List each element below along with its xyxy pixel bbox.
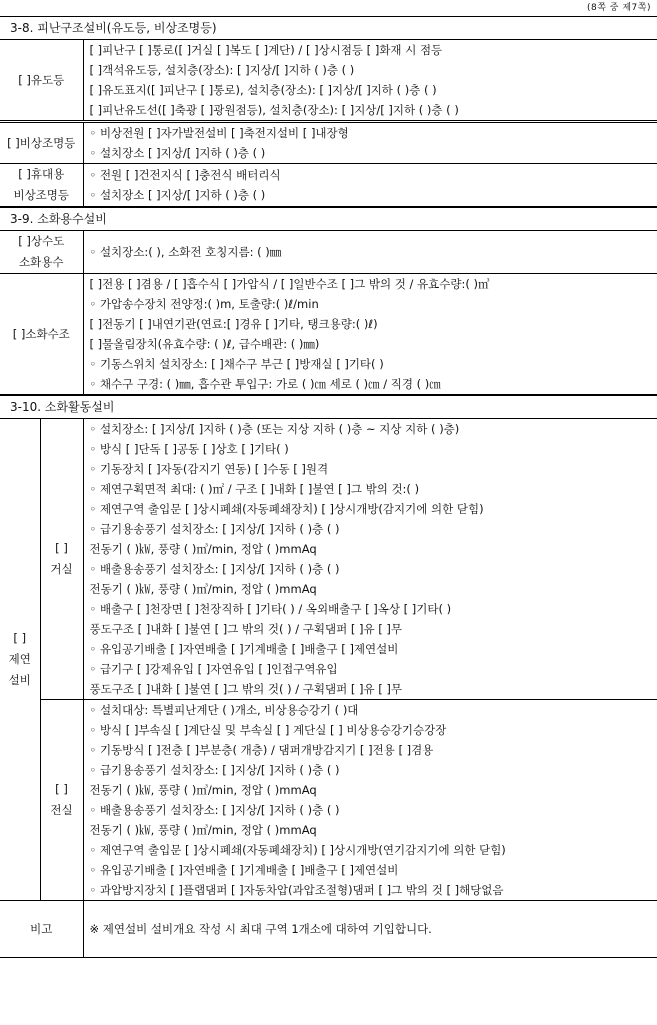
exit-light-line-4[interactable]: [ ]피난유도선([ ]축광 [ ]광원점등), 설치층(장소): [ ]지상/[ ]지하 ( )층 ( )	[89, 103, 459, 117]
portable-light-line-2[interactable]: ◦ 설치장소 [ ]지상/[ ]지하 ( )층 ( )	[89, 188, 266, 202]
section-title-3-9: 3-9. 소화용수설비	[0, 207, 657, 230]
room-line-7[interactable]: 전동기 ( )㎾, 풍량 ( )㎥/min, 정압 ( )mmAq	[89, 542, 317, 556]
exit-light-label: [ ]유도등	[0, 40, 83, 122]
fire-fighting-table	[0, 418, 657, 958]
page-number: (8쪽 중 제7쪽)	[587, 3, 651, 13]
water-supply-table	[0, 230, 657, 395]
smoke-control-label-2: 제연	[8, 652, 31, 666]
room-label-1: [ ]	[55, 541, 68, 555]
vestibule-label-1: [ ]	[55, 782, 68, 796]
room-label	[40, 419, 83, 700]
portable-light-label-2: 비상조명등	[13, 188, 70, 202]
vestibule-line-6[interactable]: ◦ 배출용송풍기 설치장소: [ ]지상/[ ]지하 ( )층 ( )	[89, 803, 340, 817]
exit-light-line-3[interactable]: [ ]유도표지([ ]피난구 [ ]통로), 설치층(장소): [ ]지상/[ ]지하 ( )층 ( )	[89, 83, 437, 97]
remarks-text: ※ 제연설비 설비개요 작성 시 최대 구역 1개소에 대하여 기입합니다.	[89, 922, 432, 936]
hydrant-row	[0, 231, 657, 274]
portable-light-row	[0, 164, 657, 207]
vestibule-line-5[interactable]: 전동기 ( )㎾, 풍량 ( )㎥/min, 정압 ( )mmAq	[89, 783, 317, 797]
smoke-control-label	[0, 419, 40, 901]
section-title-3-8: 3-8. 피난구조설비(유도등, 비상조명등)	[0, 16, 657, 39]
vestibule-line-10[interactable]: ◦ 과압방지장치 [ ]플랩댐퍼 [ ]자동차압(과압조절형)댐퍼 [ ]그 밖의 것 [ ]해당없음	[89, 883, 504, 897]
portable-light-label	[0, 164, 83, 207]
tank-label: [ ]소화수조	[0, 274, 83, 395]
tank-row	[0, 274, 657, 395]
hydrant-line[interactable]: ◦ 설치장소:( ), 소화전 호칭지름: ( )㎜	[89, 245, 282, 259]
portable-light-label-1: [ ]휴대용	[18, 167, 65, 181]
exit-light-line-1[interactable]: [ ]피난구 [ ]통로([ ]거실 [ ]복도 [ ]계단) / [ ]상시점등 [ ]화재 시 점등	[89, 43, 443, 57]
tank-line-4[interactable]: [ ]물올림장치(유효수량: ( )ℓ, 급수배관: ( )㎜)	[89, 337, 320, 351]
vestibule-label	[40, 700, 83, 901]
room-label-2: 거실	[50, 562, 73, 576]
tank-line-2[interactable]: ◦ 가압송수장치 전양정:( )m, 토출량:( )ℓ/min	[89, 297, 319, 311]
vestibule-content	[83, 700, 657, 901]
tank-line-6[interactable]: ◦ 채수구 구경: ( )㎜, 흡수관 투입구: 가로 ( )㎝ 세로 ( )㎝ / 직경 ( )㎝	[89, 377, 441, 391]
tank-line-3[interactable]: [ ]전동기 [ ]내연기관(연료:[ ]경유 [ ]기타, 탱크용량:( )ℓ)	[89, 317, 378, 331]
portable-light-line-1[interactable]: ◦ 전원 [ ]건전지식 [ ]충전식 배터리식	[89, 168, 281, 182]
room-row	[0, 419, 657, 700]
vestibule-line-7[interactable]: 전동기 ( )㎾, 풍량 ( )㎥/min, 정압 ( )mmAq	[89, 823, 317, 837]
room-line-14[interactable]: 풍도구조 [ ]내화 [ ]불연 [ ]그 밖의 것( ) / 구획댐퍼 [ ]유 [ ]무	[89, 682, 403, 696]
evacuation-table	[0, 39, 657, 207]
exit-light-row	[0, 40, 657, 122]
room-line-11[interactable]: 풍도구조 [ ]내화 [ ]불연 [ ]그 밖의 것( ) / 구획댐퍼 [ ]유 [ ]무	[89, 622, 403, 636]
vestibule-line-1[interactable]: ◦ 설치대상: 특별피난계단 ( )개소, 비상용승강기 ( )대	[89, 703, 359, 717]
room-line-12[interactable]: ◦ 유입공기배출 [ ]자연배출 [ ]기계배출 [ ]배출구 [ ]제연설비	[89, 642, 399, 656]
vestibule-row	[0, 700, 657, 901]
hydrant-label-1: [ ]상수도	[18, 234, 65, 248]
form-document	[0, 16, 657, 958]
room-line-5[interactable]: ◦ 제연구역 출입문 [ ]상시폐쇄(자동폐쇄장치) [ ]상시개방(감지기에 의한 닫힘)	[89, 502, 484, 516]
hydrant-label	[0, 231, 83, 274]
vestibule-line-8[interactable]: ◦ 제연구역 출입문 [ ]상시폐쇄(자동폐쇄장치) [ ]상시개방(연기감지기에 의한 닫힘)	[89, 843, 506, 857]
tank-line-1[interactable]: [ ]전용 [ ]겸용 / [ ]흡수식 [ ]가압식 / [ ]일반수조 [ ]그 밖의 것 / 유효수량:( )㎥	[89, 277, 490, 291]
emergency-light-line-1[interactable]: ◦ 비상전원 [ ]자가발전설비 [ ]축전지설비 [ ]내장형	[89, 126, 349, 140]
hydrant-label-2: 소화용수	[19, 255, 64, 269]
emergency-light-row	[0, 122, 657, 164]
room-line-6[interactable]: ◦ 급기용송풍기 설치장소: [ ]지상/[ ]지하 ( )층 ( )	[89, 522, 340, 536]
vestibule-line-2[interactable]: ◦ 방식 [ ]부속실 [ ]계단실 및 부속실 [ ] 계단실 [ ] 비상용승강기승강장	[89, 723, 447, 737]
vestibule-line-3[interactable]: ◦ 기동방식 [ ]전층 [ ]부분층( 개층) / 댐퍼개방감지기 [ ]전용 [ ]겸용	[89, 743, 434, 757]
room-line-9[interactable]: 전동기 ( )㎾, 풍량 ( )㎥/min, 정압 ( )mmAq	[89, 582, 317, 596]
portable-light-content	[83, 164, 657, 207]
room-line-4[interactable]: ◦ 제연구획면적 최대: ( )㎡ / 구조 [ ]내화 [ ]불연 [ ]그 밖의 것:( )	[89, 482, 420, 496]
emergency-light-label: [ ]비상조명등	[0, 122, 83, 164]
room-content	[83, 419, 657, 700]
vestibule-line-4[interactable]: ◦ 급기용송풍기 설치장소: [ ]지상/[ ]지하 ( )층 ( )	[89, 763, 340, 777]
remarks-row	[0, 901, 657, 958]
smoke-control-label-1: [ ]	[13, 631, 27, 645]
tank-line-5[interactable]: ◦ 기동스위치 설치장소: [ ]채수구 부근 [ ]방재실 [ ]기타( )	[89, 357, 384, 371]
vestibule-label-2: 전실	[50, 803, 73, 817]
tank-content	[83, 274, 657, 395]
smoke-control-label-3: 설비	[8, 673, 31, 687]
emergency-light-content	[83, 122, 657, 164]
room-line-1[interactable]: ◦ 설치장소: [ ]지상/[ ]지하 ( )층 (또는 지상 지하 ( )층 ~ 지상 지하 ( )층)	[89, 422, 460, 436]
room-line-8[interactable]: ◦ 배출용송풍기 설치장소: [ ]지상/[ ]지하 ( )층 ( )	[89, 562, 340, 576]
exit-light-content	[83, 40, 657, 122]
vestibule-line-9[interactable]: ◦ 유입공기배출 [ ]자연배출 [ ]기계배출 [ ]배출구 [ ]제연설비	[89, 863, 399, 877]
room-line-13[interactable]: ◦ 급기구 [ ]강제유입 [ ]자연유입 [ ]인접구역유입	[89, 662, 338, 676]
section-title-3-10: 3-10. 소화활동설비	[0, 395, 657, 418]
room-line-3[interactable]: ◦ 기동장치 [ ]자동(감지기 연동) [ ]수동 [ ]원격	[89, 462, 329, 476]
room-line-2[interactable]: ◦ 방식 [ ]단독 [ ]공동 [ ]상호 [ ]기타( )	[89, 442, 289, 456]
remarks-label: 비고	[0, 901, 83, 958]
remarks-content	[83, 901, 657, 958]
emergency-light-line-2[interactable]: ◦ 설치장소 [ ]지상/[ ]지하 ( )층 ( )	[89, 146, 266, 160]
room-line-10[interactable]: ◦ 배출구 [ ]천장면 [ ]천장직하 [ ]기타( ) / 옥외배출구 [ ]옥상 [ ]기타( )	[89, 602, 452, 616]
hydrant-content	[83, 231, 657, 274]
exit-light-line-2[interactable]: [ ]객석유도등, 설치층(장소): [ ]지상/[ ]지하 ( )층 ( )	[89, 63, 355, 77]
